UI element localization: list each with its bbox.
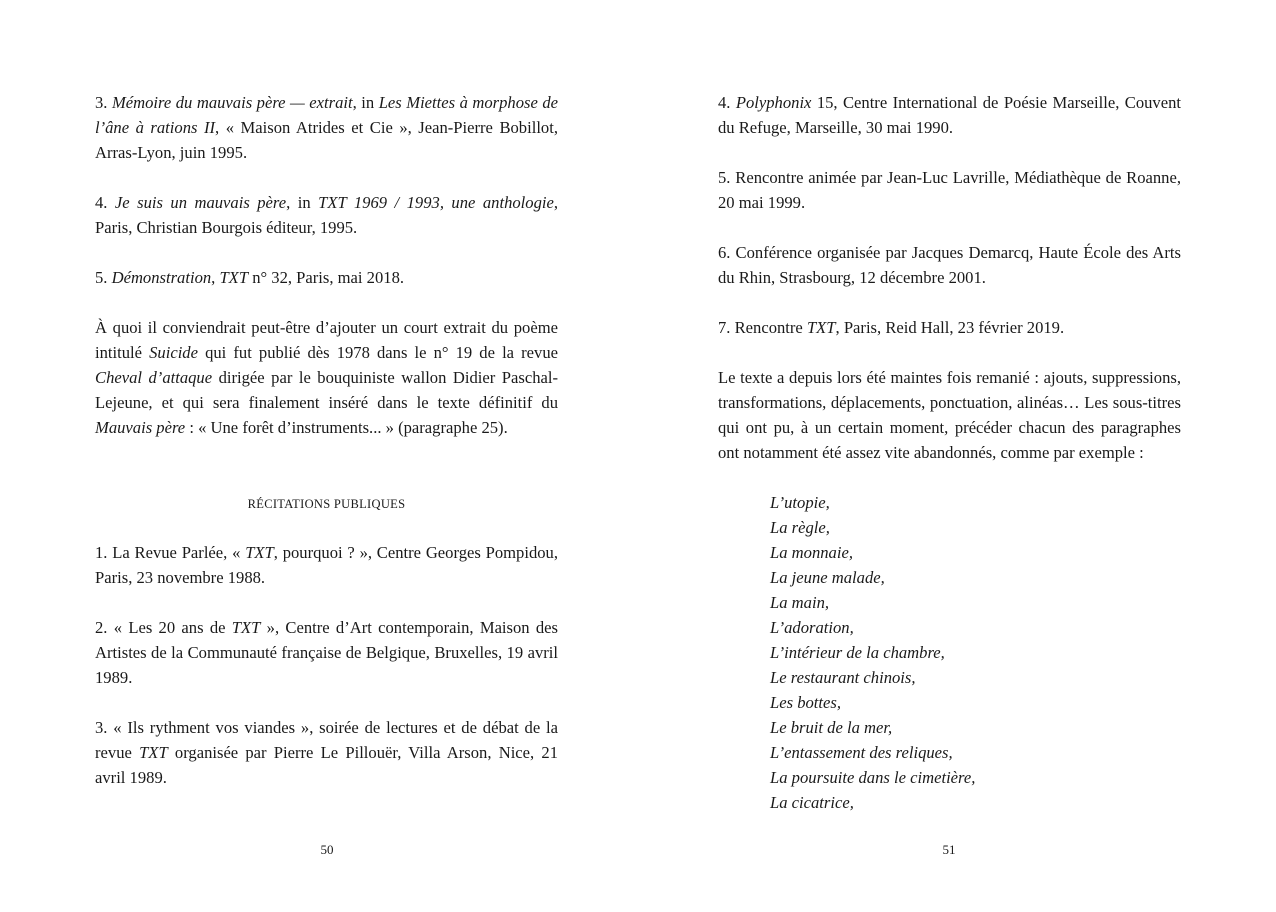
- subtitle-item: La cicatrice,: [770, 793, 854, 812]
- subtitle-item: La monnaie,: [770, 543, 853, 562]
- italic-text: Les Miettes à morphose de l’âne à rations II: [95, 93, 559, 137]
- text-segment: 2. « Les 20 ans de: [95, 618, 232, 637]
- recitation-entry: [718, 240, 1181, 290]
- text-segment: 1. La Revue Parlée, «: [95, 543, 246, 562]
- text-segment: , Paris, Reid Hall, 23 février 2019.: [835, 318, 1065, 337]
- italic-text: TXT: [245, 543, 274, 562]
- page-number: 50: [320, 842, 334, 857]
- subtitle-item: La règle,: [770, 518, 830, 537]
- recitation-entry: [718, 90, 1181, 140]
- subtitle-list: [770, 490, 975, 815]
- recitation-entry: [95, 540, 558, 590]
- italic-text: TXT: [139, 743, 168, 762]
- text-segment: , in: [286, 193, 319, 212]
- bibliography-entry: [95, 190, 558, 240]
- text-segment: qui fut publié dès 1978 dans le n° 19 de la revue: [197, 343, 558, 362]
- italic-text: Cheval d’attaque: [95, 368, 213, 387]
- recitation-entry: [95, 615, 558, 690]
- page-number: 51: [942, 842, 956, 857]
- subtitle-item: La main,: [770, 593, 830, 612]
- text-segment: 3. « Ils rythment vos viandes », soirée de lectures et de débat de la revue: [95, 718, 558, 762]
- bibliography-entry: [95, 265, 558, 290]
- subtitle-item: L’adoration,: [770, 618, 854, 637]
- italic-text: Suicide: [149, 343, 198, 362]
- italic-text: Mémoire du mauvais père — extrait: [111, 93, 353, 112]
- subtitle-item: L’utopie,: [770, 493, 830, 512]
- subtitle-item: Le restaurant chinois,: [770, 668, 916, 687]
- italic-text: TXT: [231, 618, 261, 637]
- recitation-entry: [95, 715, 558, 790]
- text-segment: dirigée par le bouquiniste wallon Didier Paschal-Lejeune, et qui sera finalement inséré dans le texte définitif du: [95, 368, 558, 412]
- italic-text: TXT 1969 / 1993, une anthologie: [318, 193, 554, 212]
- subtitle-item: La jeune malade,: [770, 568, 885, 587]
- italic-text: TXT: [806, 318, 836, 337]
- text-segment: 15, Centre International de Poésie Marseille, Couvent du Refuge, Marseille, 30 mai 1990.: [718, 93, 1181, 137]
- italic-text: Démonstration: [111, 268, 212, 287]
- italic-text: Polyphonix: [735, 93, 812, 112]
- section-heading: RÉCITATIONS PUBLIQUES: [247, 497, 406, 511]
- italic-text: Mauvais père: [95, 418, 186, 437]
- text-segment: 4.: [718, 93, 736, 112]
- text-segment: , « Maison Atrides et Cie », Jean-Pierre Bobillot, Arras-Lyon, juin 1995.: [95, 118, 558, 162]
- text-segment: 3.: [95, 93, 112, 112]
- italic-text: TXT: [219, 268, 249, 287]
- text-segment: , Paris, Christian Bourgois éditeur, 1995.: [95, 193, 558, 237]
- text-segment: 5.: [95, 268, 112, 287]
- text-segment: 5. Rencontre animée par Jean-Luc Lavrille, Médiathèque de Roanne, 20 mai 1999.: [718, 168, 1181, 212]
- text-segment: n° 32, Paris, mai 2018.: [248, 268, 405, 287]
- body-paragraph: [718, 365, 1181, 465]
- subtitle-item: Les bottes,: [770, 693, 841, 712]
- text-segment: 4.: [95, 193, 115, 212]
- italic-text: Je suis un mauvais père: [114, 193, 287, 212]
- text-segment: À quoi il conviendrait peut-être d’ajouter un court extrait du poème intitulé: [95, 318, 558, 362]
- bibliography-entry: [95, 90, 558, 165]
- text-segment: 6. Conférence organisée par Jacques Demarcq, Haute École des Arts du Rhin, Strasbourg, 12 décembre 2001.: [718, 243, 1181, 287]
- text-segment: », Centre d’Art contemporain, Maison des Artistes de la Communauté française de Belgique, Bruxelles, 19 avril 1989.: [95, 618, 559, 687]
- subtitle-item: L’entassement des reliques,: [770, 743, 953, 762]
- right-page: [638, 0, 1276, 912]
- text-segment: 7. Rencontre: [718, 318, 807, 337]
- text-segment: : « Une forêt d’instruments... » (paragraphe 25).: [185, 418, 508, 437]
- subtitle-item: L’intérieur de la chambre,: [770, 643, 945, 662]
- text-segment: organisée par Pierre Le Pillouër, Villa Arson, Nice, 21 avril 1989.: [95, 743, 559, 787]
- text-segment: ,: [211, 268, 220, 287]
- recitation-entry: [718, 315, 1181, 340]
- text-segment: , pourquoi ? », Centre Georges Pompidou, Paris, 23 novembre 1988.: [95, 543, 558, 587]
- subtitle-item: Le bruit de la mer,: [770, 718, 893, 737]
- subtitle-item: La poursuite dans le cimetière,: [770, 768, 976, 787]
- recitation-entry: [718, 165, 1181, 215]
- text-segment: , in: [352, 93, 379, 112]
- text-segment: Le texte a depuis lors été maintes fois remanié : ajouts, suppressions, transformations, déplacements, ponctuation, alinéas… Les sous-titres qui ont pu, à un certain moment, précéder chacun des paragraphes ont notamment été assez vite abandonnés, comme par exemple :: [718, 368, 1181, 462]
- body-paragraph: [95, 315, 558, 440]
